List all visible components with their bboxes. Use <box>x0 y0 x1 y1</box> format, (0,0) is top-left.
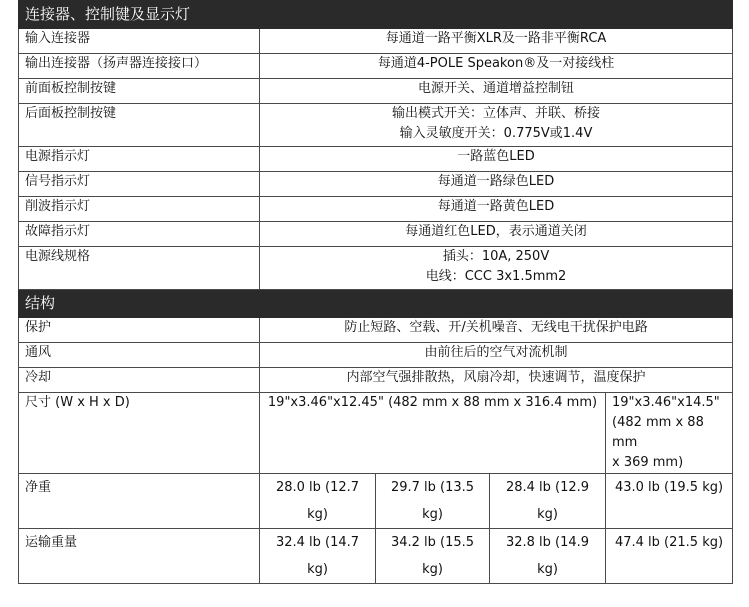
value-line: 输入灵敏度开关：0.775V或1.4V <box>399 126 593 141</box>
table-row <box>19 104 733 147</box>
table-row-shipping-weight <box>19 529 733 584</box>
table-row <box>19 222 733 247</box>
value-line: 电线：CCC 3x1.5mm2 <box>425 269 567 284</box>
weight-cell: 29.7 lb (13.5 kg) <box>376 474 490 529</box>
weight-cell: 32.8 lb (14.9 kg) <box>490 529 606 584</box>
dimensions-value-standard: 19"x3.46"x12.45" (482 mm x 88 mm x 316.4 mm) <box>260 393 606 474</box>
row-label: 后面板控制按键 <box>19 104 260 147</box>
table-row <box>19 368 733 393</box>
value-line: 19"x3.46"x14.5" <box>612 395 720 410</box>
row-value: 防止短路、空载、开/关机噪音、无线电干扰保护电路 <box>260 318 733 343</box>
row-label: 削波指示灯 <box>19 197 260 222</box>
section-title: 结构 <box>19 290 733 318</box>
table-row <box>19 147 733 172</box>
row-label: 故障指示灯 <box>19 222 260 247</box>
row-value: 由前往后的空气对流机制 <box>260 343 733 368</box>
row-label: 尺寸 (W x H x D) <box>19 393 260 474</box>
row-value: 每通道一路黄色LED <box>260 197 733 222</box>
table-row <box>19 172 733 197</box>
row-label: 保护 <box>19 318 260 343</box>
spec-table-container <box>18 0 732 584</box>
value-line: x 369 mm) <box>612 455 684 470</box>
weight-cell: 47.4 lb (21.5 kg) <box>606 529 733 584</box>
table-row <box>19 29 733 54</box>
table-row-dimensions <box>19 393 733 474</box>
row-label: 输入连接器 <box>19 29 260 54</box>
row-value: 每通道4-POLE Speakon®及一对接线柱 <box>260 54 733 79</box>
value-line: 插头：10A, 250V <box>442 249 550 264</box>
weight-cell: 34.2 lb (15.5 kg) <box>376 529 490 584</box>
row-label: 运输重量 <box>19 529 260 584</box>
weight-cell: 32.4 lb (14.7 kg) <box>260 529 376 584</box>
weight-cell: 28.0 lb (12.7 kg) <box>260 474 376 529</box>
dimensions-value-large <box>606 393 733 474</box>
row-value: 电源开关、通道增益控制钮 <box>260 79 733 104</box>
row-label: 冷却 <box>19 368 260 393</box>
row-label: 电源指示灯 <box>19 147 260 172</box>
row-value: 每通道一路绿色LED <box>260 172 733 197</box>
row-label: 电源线规格 <box>19 247 260 290</box>
table-row <box>19 54 733 79</box>
row-label: 信号指示灯 <box>19 172 260 197</box>
row-label: 前面板控制按键 <box>19 79 260 104</box>
table-row <box>19 197 733 222</box>
table-row <box>19 247 733 290</box>
table-row <box>19 343 733 368</box>
row-value: 每通道一路平衡XLR及一路非平衡RCA <box>260 29 733 54</box>
weight-cell: 28.4 lb (12.9 kg) <box>490 474 606 529</box>
row-label: 输出连接器（扬声器连接接口） <box>19 54 260 79</box>
table-row <box>19 79 733 104</box>
spec-table <box>18 0 733 584</box>
value-line: 输出模式开关：立体声、并联、桥接 <box>392 106 601 121</box>
table-row <box>19 318 733 343</box>
row-value: 一路蓝色LED <box>260 147 733 172</box>
value-line: (482 mm x 88 mm <box>612 415 704 450</box>
row-label: 通风 <box>19 343 260 368</box>
weight-cell: 43.0 lb (19.5 kg) <box>606 474 733 529</box>
table-row-net-weight <box>19 474 733 529</box>
section-header-structure <box>19 290 733 318</box>
row-value <box>260 104 733 147</box>
section-title: 连接器、控制键及显示灯 <box>19 1 733 29</box>
row-value: 内部空气强排散热，风扇冷却，快速调节，温度保护 <box>260 368 733 393</box>
row-value: 每通道红色LED，表示通道关闭 <box>260 222 733 247</box>
row-value <box>260 247 733 290</box>
section-header-connectors <box>19 1 733 29</box>
row-label: 净重 <box>19 474 260 529</box>
